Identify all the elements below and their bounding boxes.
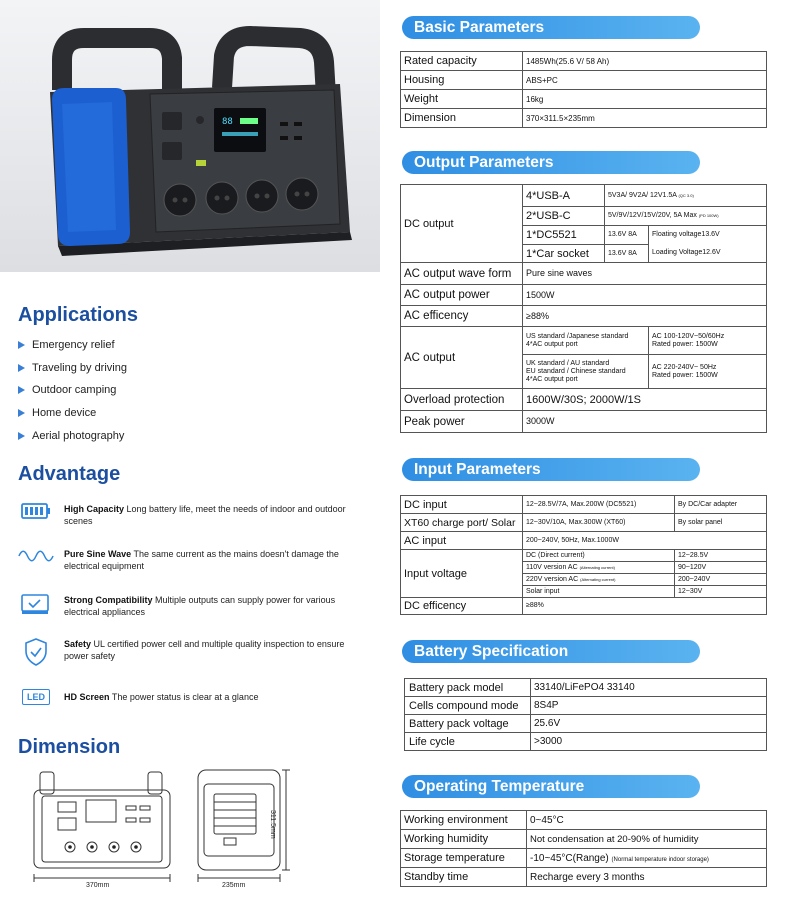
triangle-bullet-icon bbox=[18, 386, 25, 394]
row-value: 0~45°C bbox=[527, 811, 767, 830]
table-row bbox=[401, 849, 767, 868]
row-label: Housing bbox=[401, 71, 523, 90]
port-extra: Floating voltage13.6V bbox=[649, 226, 767, 245]
advantage-item-sine-wave bbox=[18, 548, 358, 572]
table-row bbox=[401, 52, 767, 71]
voltage-source bbox=[523, 562, 675, 574]
row-value: 8S4P bbox=[531, 697, 767, 715]
operating-temperature-table bbox=[400, 810, 767, 887]
table-row bbox=[401, 550, 767, 562]
voltage-source-name: 110V version AC bbox=[526, 563, 578, 571]
list-item-label: Home device bbox=[32, 407, 97, 420]
advantage-text bbox=[64, 638, 358, 662]
advantage-heading: Pure Sine Wave bbox=[64, 549, 132, 559]
advantage-item-capacity bbox=[18, 503, 358, 527]
applications-title: Applications bbox=[18, 304, 139, 326]
row-label: Life cycle bbox=[405, 733, 531, 751]
dimension-drawing bbox=[10, 762, 370, 902]
list-item-label: Traveling by driving bbox=[32, 361, 127, 374]
triangle-bullet-icon bbox=[18, 341, 25, 349]
dimension-height-label: 311.5mm bbox=[269, 810, 276, 839]
row-value: 25.6V bbox=[531, 715, 767, 733]
voltage-source-note: (Alternating current) bbox=[579, 564, 615, 570]
row-value: >3000 bbox=[531, 733, 767, 751]
row-value-note: (Normal temperature indoor storage) bbox=[611, 856, 709, 863]
list-item bbox=[18, 334, 127, 357]
advantage-heading: Strong Compatibility bbox=[64, 595, 153, 605]
row-note: By solar panel bbox=[675, 514, 767, 532]
row-label: Working environment bbox=[401, 811, 527, 830]
list-item bbox=[18, 424, 127, 447]
row-value: 1485Wh(25.6 V/ 58 Ah) bbox=[523, 52, 767, 71]
row-value: 12~28.5V/7A, Max.200W (DC5521) bbox=[523, 496, 675, 514]
table-row bbox=[401, 830, 767, 849]
row-value: Recharge every 3 months bbox=[527, 868, 767, 887]
row-label: AC efficency bbox=[401, 306, 523, 327]
input-parameters-table bbox=[400, 495, 767, 615]
dimension-title: Dimension bbox=[18, 736, 121, 758]
advantage-text bbox=[64, 689, 258, 703]
list-item bbox=[18, 402, 127, 425]
advantage-text bbox=[64, 594, 358, 618]
advantage-title: Advantage bbox=[18, 463, 121, 485]
voltage-source bbox=[523, 574, 675, 586]
advantage-item-hd-screen bbox=[18, 689, 358, 705]
row-label: Dimension bbox=[401, 109, 523, 128]
row-value: 1500W bbox=[523, 285, 767, 306]
ac-spec bbox=[649, 327, 767, 355]
row-label: Cells compound mode bbox=[405, 697, 531, 715]
svg-text:88: 88 bbox=[222, 117, 233, 127]
port-label: 1*DC5521 bbox=[523, 226, 605, 245]
list-item bbox=[18, 357, 127, 380]
voltage-range: 12~28.5V bbox=[675, 550, 767, 562]
port-spec: 13.6V 8A bbox=[605, 245, 649, 263]
product-photo bbox=[0, 0, 380, 272]
advantage-description: UL certified power cell and multiple quality inspection to ensure power safety bbox=[64, 639, 345, 661]
voltage-source-note: (Alternating current) bbox=[580, 576, 616, 582]
row-label: DC input bbox=[401, 496, 523, 514]
table-row bbox=[401, 109, 767, 128]
shield-check-icon bbox=[18, 638, 54, 666]
advantage-description: Multiple outputs can supply power for various electrical appliances bbox=[64, 595, 336, 617]
voltage-source: DC (Direct current) bbox=[523, 550, 675, 562]
advantage-description: The same current as the mains doesn't damage the electrical equipment bbox=[64, 549, 339, 571]
port-spec-value: 5V3A/ 9V2A/ 12V1.5A bbox=[608, 191, 677, 199]
table-row bbox=[401, 285, 767, 306]
output-parameters-table bbox=[400, 184, 767, 433]
ac-spec bbox=[649, 355, 767, 389]
table-row bbox=[401, 71, 767, 90]
row-value: 3000W bbox=[523, 411, 767, 433]
ac-rated-power: Rated power: 1500W bbox=[652, 371, 718, 379]
ac-ports: 4*AC output port bbox=[526, 340, 578, 348]
list-item-label: Outdoor camping bbox=[32, 384, 117, 397]
voltage-source: Solar input bbox=[523, 586, 675, 598]
row-note: By DC/Car adapter bbox=[675, 496, 767, 514]
port-spec-note: (QC 3.0) bbox=[678, 192, 694, 198]
input-parameters-header: Input Parameters bbox=[402, 458, 700, 481]
sine-wave-icon bbox=[18, 548, 54, 564]
row-value: 16kg bbox=[523, 90, 767, 109]
row-value: Not condensation at 20-90% of humidity bbox=[527, 830, 767, 849]
table-row bbox=[405, 715, 767, 733]
triangle-bullet-icon bbox=[18, 432, 25, 440]
dimension-line-drawing bbox=[10, 762, 370, 902]
table-row bbox=[401, 598, 767, 615]
ac-ports: 4*AC output port bbox=[526, 375, 578, 383]
list-item-label: Emergency relief bbox=[32, 339, 115, 352]
advantage-item-compatibility bbox=[18, 594, 358, 618]
advantage-heading: Safety bbox=[64, 639, 92, 649]
row-value: ABS+PC bbox=[523, 71, 767, 90]
row-label: AC output wave form bbox=[401, 263, 523, 285]
monitor-check-icon bbox=[18, 594, 54, 616]
row-value-main: -10~45°C(Range) bbox=[530, 852, 609, 864]
row-label: AC input bbox=[401, 532, 523, 550]
row-label: Peak power bbox=[401, 411, 523, 433]
ac-standard bbox=[523, 355, 649, 389]
row-label: Working humidity bbox=[401, 830, 527, 849]
table-row bbox=[401, 306, 767, 327]
row-label: DC efficency bbox=[401, 598, 523, 615]
row-value bbox=[527, 849, 767, 868]
table-row bbox=[401, 327, 767, 355]
row-label: DC output bbox=[401, 185, 523, 263]
dimension-width-label: 370mm bbox=[86, 882, 110, 889]
advantage-text bbox=[64, 503, 358, 527]
advantage-text bbox=[64, 548, 358, 572]
ac-spec-value: AC 220-240V~ 50Hz bbox=[652, 363, 717, 371]
row-label: Rated capacity bbox=[401, 52, 523, 71]
ac-standard bbox=[523, 327, 649, 355]
voltage-range: 90~120V bbox=[675, 562, 767, 574]
battery-icon bbox=[18, 503, 54, 519]
voltage-source-name: 220V version AC bbox=[526, 575, 579, 583]
table-row bbox=[401, 411, 767, 433]
port-spec-note: (PD 100W) bbox=[698, 213, 719, 218]
advantage-description: The power status is clear at a glance bbox=[111, 692, 259, 702]
battery-specification-table bbox=[404, 678, 767, 751]
port-label: 1*Car socket bbox=[523, 245, 605, 263]
row-label: AC output power bbox=[401, 285, 523, 306]
triangle-bullet-icon bbox=[18, 409, 25, 417]
row-value: 370×311.5×235mm bbox=[523, 109, 767, 128]
row-label: Standby time bbox=[401, 868, 527, 887]
advantage-item-safety bbox=[18, 638, 358, 666]
led-icon bbox=[18, 689, 54, 705]
list-item bbox=[18, 379, 127, 402]
advantage-heading: High Capacity bbox=[64, 504, 125, 514]
applications-list bbox=[18, 334, 127, 447]
table-row bbox=[401, 496, 767, 514]
table-row bbox=[405, 697, 767, 715]
row-value: 1600W/30S; 2000W/1S bbox=[523, 389, 767, 411]
row-value: 33140/LiFePO4 33140 bbox=[531, 679, 767, 697]
port-label: 4*USB-A bbox=[523, 185, 605, 207]
row-label: Overload protection bbox=[401, 389, 523, 411]
triangle-bullet-icon bbox=[18, 364, 25, 372]
basic-parameters-header: Basic Parameters bbox=[402, 16, 700, 39]
row-value: 200~240V, 50Hz, Max.1000W bbox=[523, 532, 767, 550]
row-label: Storage temperature bbox=[401, 849, 527, 868]
table-row bbox=[401, 868, 767, 887]
battery-specification-header: Battery Specification bbox=[402, 640, 700, 663]
output-parameters-header: Output Parameters bbox=[402, 151, 700, 174]
port-spec bbox=[605, 207, 767, 226]
table-row bbox=[405, 733, 767, 751]
row-label: XT60 charge port/ Solar bbox=[401, 514, 523, 532]
basic-parameters-table bbox=[400, 51, 767, 128]
ac-standard-name: EU standard / Chinese standard bbox=[526, 367, 626, 375]
ac-rated-power: Rated power: 1500W bbox=[652, 340, 718, 348]
ac-standard-name: UK standard / AU standard bbox=[526, 359, 610, 367]
table-row bbox=[405, 679, 767, 697]
port-spec: 13.6V 8A bbox=[605, 226, 649, 245]
table-row bbox=[401, 811, 767, 830]
table-row bbox=[401, 532, 767, 550]
voltage-range: 12~30V bbox=[675, 586, 767, 598]
ac-standard-name: US standard /Japanese standard bbox=[526, 332, 629, 340]
list-item-label: Aerial photography bbox=[32, 429, 125, 442]
row-label: Weight bbox=[401, 90, 523, 109]
table-row bbox=[401, 185, 767, 207]
advantage-heading: HD Screen bbox=[64, 692, 110, 702]
power-station-illustration bbox=[0, 0, 380, 272]
port-extra: Loading Voltage12.6V bbox=[649, 245, 767, 263]
row-label: AC output bbox=[401, 327, 523, 389]
operating-temperature-header: Operating Temperature bbox=[402, 775, 700, 798]
dimension-depth-label: 235mm bbox=[222, 882, 246, 889]
port-label: 2*USB-C bbox=[523, 207, 605, 226]
ac-spec-value: AC 100-120V~50/60Hz bbox=[652, 332, 725, 340]
advantage-description: Long battery life, meet the needs of indoor and outdoor scenes bbox=[64, 504, 346, 526]
port-spec bbox=[605, 185, 767, 207]
row-label: Battery pack model bbox=[405, 679, 531, 697]
table-row bbox=[401, 263, 767, 285]
row-value: ≥88% bbox=[523, 306, 767, 327]
row-value: ≥88% bbox=[523, 598, 767, 615]
row-value: Pure sine waves bbox=[523, 263, 767, 285]
row-label: Input voltage bbox=[401, 550, 523, 598]
voltage-range: 200~240V bbox=[675, 574, 767, 586]
row-label: Battery pack voltage bbox=[405, 715, 531, 733]
row-value: 12~30V/10A, Max.300W (XT60) bbox=[523, 514, 675, 532]
table-row bbox=[401, 514, 767, 532]
led-icon-label: LED bbox=[22, 689, 50, 705]
table-row bbox=[401, 389, 767, 411]
table-row bbox=[401, 90, 767, 109]
port-spec-value: 5V/9V/12V/15V/20V, 5A Max bbox=[608, 212, 697, 219]
